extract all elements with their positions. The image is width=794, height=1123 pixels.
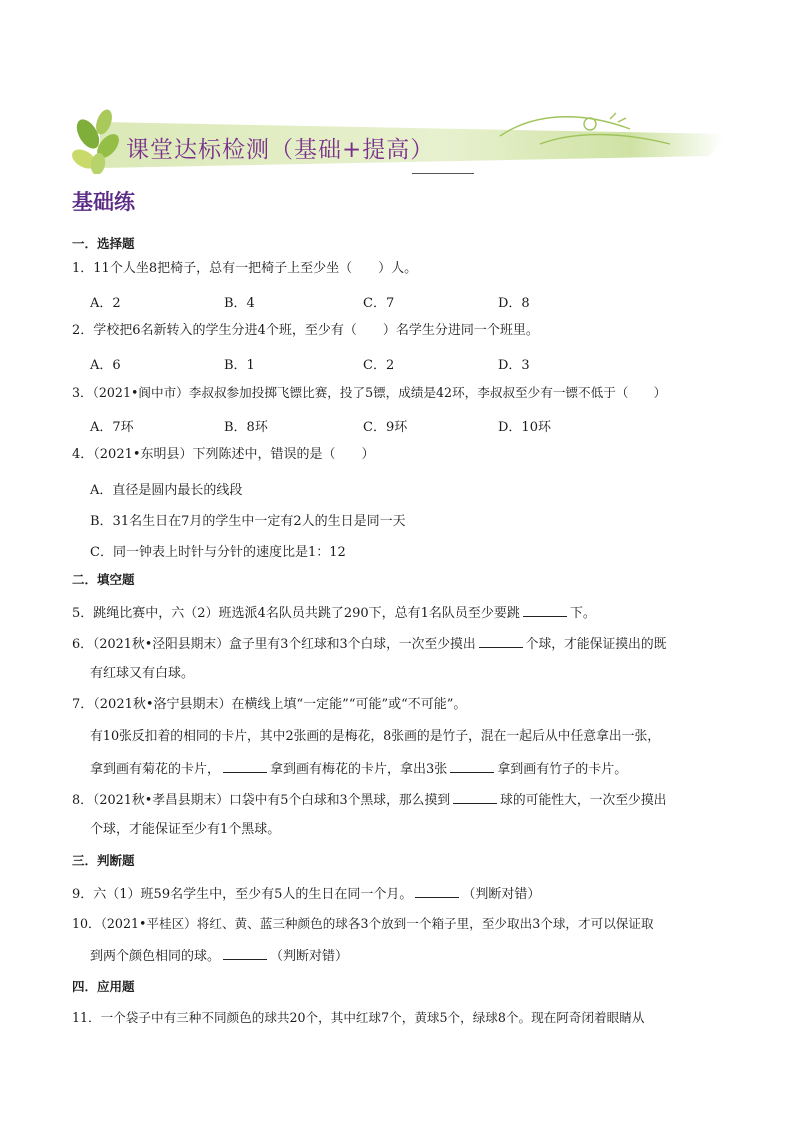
q7-text-b: 有10张反扣着的相同的卡片，其中2张画的是梅花，8张画的是竹子，混在一起后从中任意拿出一张， [90, 729, 661, 744]
q1-option-d: D．8 [498, 296, 530, 311]
q5-text-a: 5．跳绳比赛中，六（2）班选派4名队员共跳了290下，总有1名队员至少要跳 [72, 606, 520, 621]
q6-blank[interactable] [479, 635, 523, 648]
q9-text-b: （判断对错） [462, 887, 541, 902]
q9-text-a: 9．六（1）班59名学生中，至少有5人的生日在同一个月。 [72, 887, 413, 902]
q8-blank-1[interactable] [453, 791, 497, 804]
q5-text [72, 604, 596, 622]
q7-text-c [90, 760, 627, 778]
q10-blank[interactable] [223, 947, 267, 960]
q5-blank[interactable] [523, 604, 567, 617]
q6-text [72, 635, 666, 653]
q4-option-c: C．同一钟表上时针与分针的速度比是1：12 [90, 545, 346, 560]
divider [412, 173, 474, 174]
q11-text-a: 11．一个袋子中有三种不同颜色的球共20个，其中红球7个，黄球5个，绿球8个。现在阿奇闭着眼睛从 [72, 1010, 645, 1025]
q3-option-b: B．8环 [224, 420, 268, 435]
q4-option-b: B．31名生日在7月的学生中一定有2人的生日是同一天 [90, 514, 406, 529]
q1-option-c: C．7 [363, 296, 395, 311]
part3-heading: 三．判断题 [72, 853, 135, 868]
q6-text-b: 个球，才能保证摸出的既 [525, 637, 667, 652]
q5-text-b: 下。 [569, 606, 596, 621]
q7-text-c1: 拿到画有菊花的卡片， [90, 762, 221, 777]
q8-text-b: 球的可能性大，一次至少摸出 [500, 793, 667, 808]
q1-stem: 1．11个人坐8把椅子，总有一把椅子上至少坐（ ）人。 [72, 261, 418, 276]
q4-stem: 4．（2021•东明县）下列陈述中，错误的是（ ） [72, 447, 375, 462]
q7-text-c3: 拿到画有竹子的卡片。 [497, 762, 628, 777]
q8-text [72, 791, 666, 809]
banner-title: 课堂达标检测（基础+提高） [126, 137, 435, 163]
q8-text-c: 个球，才能保证至少有1个黑球。 [90, 822, 281, 837]
q3-stem: 3．（2021•阆中市）李叔叔参加投掷飞镖比赛，投了5镖，成绩是42环，李叔叔至少有一镖不低于（ ） [72, 385, 667, 400]
q10-text [90, 947, 348, 965]
q2-stem: 2．学校把6名新转入的学生分进4个班，至少有（ ）名学生分进同一个班里。 [72, 323, 539, 338]
q3-option-a: A．7环 [90, 420, 134, 435]
q3-option-c: C．9环 [363, 420, 408, 435]
q10-text-a: 10．（2021•平桂区）将红、黄、蓝三种颜色的球各3个放到一个箱子里，至少取出3个球，才可以保证取 [72, 916, 654, 931]
part2-heading: 二．填空题 [72, 572, 135, 587]
q7-blank-2[interactable] [450, 760, 494, 773]
q7-text-a: 7．（2021秋•洛宁县期末）在横线上填“一定能”“可能”或“不可能”。 [72, 697, 467, 712]
q7-blank-1[interactable] [223, 760, 267, 773]
q2-option-d: D．3 [498, 358, 530, 373]
q8-text-a: 8．（2021秋•孝昌县期末）口袋中有5个白球和3个黑球，那么摸到 [72, 793, 451, 808]
q3-option-d: D．10环 [498, 420, 551, 435]
part1-heading: 一．选择题 [72, 236, 135, 251]
q2-option-a: A．6 [90, 358, 121, 373]
q6-text-a: 6．（2021秋•泾阳县期末）盒子里有3个红球和3个白球，一次至少摸出 [72, 637, 476, 652]
q1-option-a: A．2 [90, 296, 121, 311]
q7-text-c2: 拿到画有梅花的卡片，拿出3张 [270, 762, 448, 777]
section-title: 基础练 [72, 190, 135, 214]
q1-option-b: B．4 [224, 296, 255, 311]
q2-option-c: C．2 [363, 358, 395, 373]
q9-blank[interactable] [415, 885, 459, 898]
q9-text [72, 885, 540, 903]
part4-heading: 四．应用题 [72, 979, 135, 994]
q6-text-c: 有红球又有白球。 [90, 666, 195, 681]
q10-text-b: 到两个颜色相同的球。 [90, 949, 221, 964]
q4-option-a: A．直径是圆内最长的线段 [90, 483, 243, 498]
q10-text-c: （判断对错） [270, 949, 349, 964]
q2-option-b: B．1 [224, 358, 255, 373]
